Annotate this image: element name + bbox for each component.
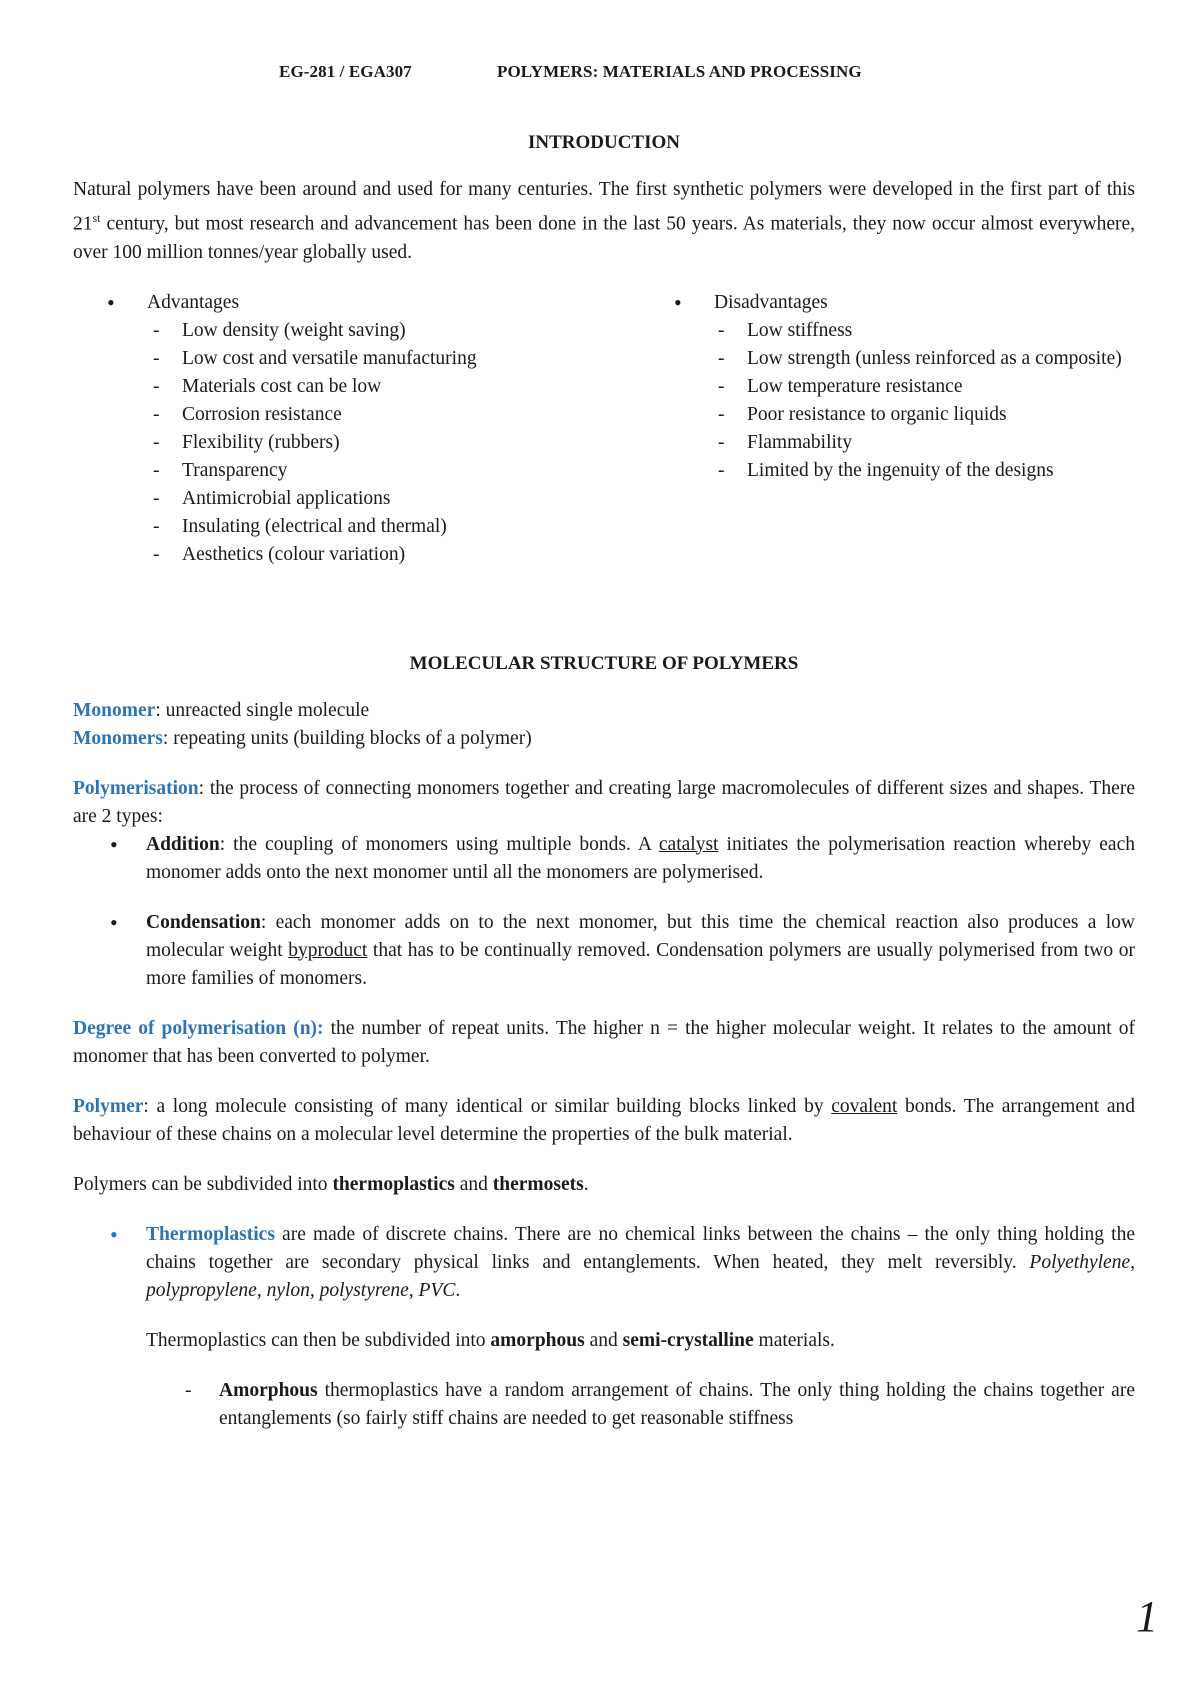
addition-item: • Addition: the coupling of monomers using multiple bonds. A catalyst initiates the polymerisation reaction whereby each monomer adds onto the next monomer until all the monomers are polymerised. xyxy=(73,831,1135,887)
intro-heading: INTRODUCTION xyxy=(527,132,681,153)
disadvantages-column xyxy=(604,289,1135,569)
list-item: - Low density (weight saving) xyxy=(73,317,604,345)
polymerisation-definition: Polymerisation: the process of connecting monomers together and creating large macromolecules of different sizes and shapes. There are 2 types: xyxy=(73,777,1135,827)
document-page xyxy=(73,62,1135,1433)
polymer-definition: Polymer: a long molecule consisting of many identical or similar building blocks linked by covalent bonds. The arrangement and behaviour of these chains on a molecular level determine the properties of the bulk material. xyxy=(73,1095,1135,1145)
disadvantages-label: • Disadvantages xyxy=(604,289,1135,317)
intro-paragraph: Natural polymers have been around and used for many centuries. The first synthetic polymers were developed in the first part of this 21st century, but most research and advancement has been done in the last 50 years. As materials, they now occur almost everywhere, over 100 million tonnes/year globally used. xyxy=(73,179,1135,263)
course-title: POLYMERS: MATERIALS AND PROCESSING xyxy=(497,62,862,81)
list-item: - Low cost and versatile manufacturing xyxy=(73,345,604,373)
list-item: - Flexibility (rubbers) xyxy=(73,429,604,457)
molecular-heading: MOLECULAR STRUCTURE OF POLYMERS xyxy=(409,652,799,674)
degree-definition: Degree of polymerisation (n): the number of repeat units. The higher n = the higher molecular weight. It relates to the amount of monomer that has been converted to polymer. xyxy=(73,1017,1136,1067)
advantages-column xyxy=(73,289,604,569)
list-item: - Low temperature resistance xyxy=(604,373,1135,401)
advantages-label: • Advantages xyxy=(73,289,604,317)
list-item: - Aesthetics (colour variation) xyxy=(73,541,604,569)
list-item: - Corrosion resistance xyxy=(73,401,604,429)
list-item: - Poor resistance to organic liquids xyxy=(604,401,1135,429)
list-item: - Low stiffness xyxy=(604,317,1135,345)
list-item: - Materials cost can be low xyxy=(73,373,604,401)
course-code: EG-281 / EGA307 xyxy=(279,62,412,81)
monomers-definition: Monomers: repeating units (building blocks of a polymer) xyxy=(73,727,532,749)
list-item: - Antimicrobial applications xyxy=(73,485,604,513)
page-number: 1 xyxy=(1136,1592,1158,1641)
advantages-list xyxy=(73,317,604,569)
pros-cons xyxy=(73,289,1135,569)
condensation-item: • Condensation: each monomer adds on to the next monomer, but this time the chemical reaction also produces a low molecular weight byproduct that has to be continually removed. Condensation polymers are usually polymerised from two or more families of monomers. xyxy=(73,909,1135,993)
page-header xyxy=(279,62,1135,82)
list-item: - Insulating (electrical and thermal) xyxy=(73,513,604,541)
list-item: - Limited by the ingenuity of the designs xyxy=(604,457,1135,485)
amorphous-item: - Amorphous thermoplastics have a random arrangement of chains. The only thing holding the chains together are entanglements (so fairly stiff chains are needed to get reasonable stiffness xyxy=(73,1377,1135,1433)
list-item: - Flammability xyxy=(604,429,1135,457)
subdivision-sentence: Polymers can be subdivided into thermoplastics and thermosets. xyxy=(73,1173,589,1195)
disadvantages-list xyxy=(604,317,1135,485)
list-item: - Transparency xyxy=(73,457,604,485)
thermoplastics-item: • Thermoplastics are made of discrete chains. There are no chemical links between the chains – the only thing holding the chains together are secondary physical links and entanglements. When heated, they melt reversibly. Polyethylene, polypropylene, nylon, polystyrene, PVC. xyxy=(73,1221,1135,1305)
monomer-definition: Monomer: unreacted single molecule xyxy=(73,699,370,721)
list-item: - Low strength (unless reinforced as a composite) xyxy=(604,345,1135,373)
thermoplastics-subdivision: Thermoplastics can then be subdivided into amorphous and semi-crystalline materials. xyxy=(146,1329,835,1351)
